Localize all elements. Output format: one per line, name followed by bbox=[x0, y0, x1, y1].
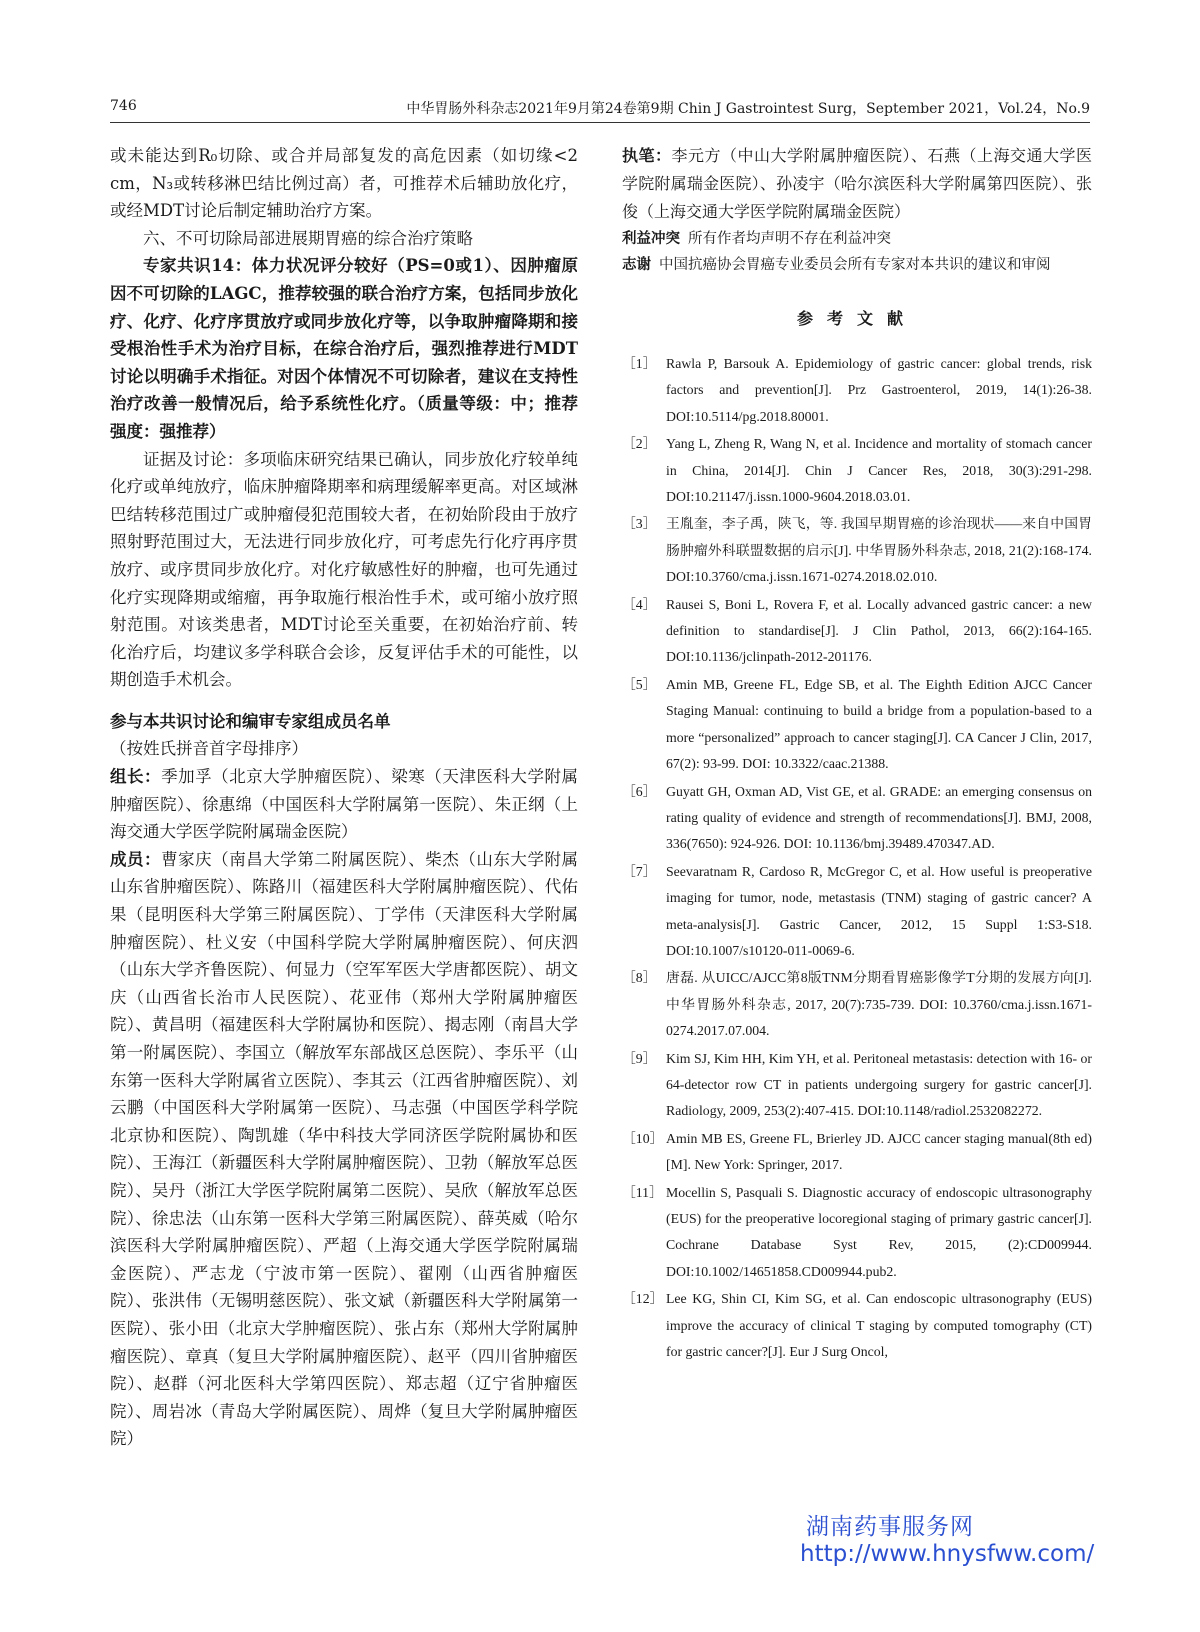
reference-number: ［11］ bbox=[622, 1184, 663, 1200]
watermark-url: http://www.hnysfww.com/ bbox=[800, 1541, 1095, 1567]
reference-number: ［6］ bbox=[622, 783, 657, 799]
reference-item bbox=[622, 431, 1092, 510]
members-sort-note: （按姓氏拼音首字母排序） bbox=[110, 739, 308, 759]
reference-text: Rawla P, Barsouk A. Epidemiology of gastric cancer: global trends, risk factors and prevention[J]. Prz Gastroenterol, 2019, 14(1):26-38. DOI:10.5114/pg.2018.80001. bbox=[666, 356, 1092, 424]
reference-text: Amin MB, Greene FL, Edge SB, et al. The Eighth Edition AJCC Cancer Staging Manual: continuing to build a bridge from a population-based to a more “personalized” approach to cancer staging[J]. CA Cancer J Clin, 2017, 67(2): 93-99. DOI: 10.3322/caac.21388. bbox=[666, 676, 1092, 772]
page-number: 746 bbox=[110, 98, 137, 114]
acknowledgement bbox=[622, 252, 1092, 278]
members-list bbox=[110, 846, 578, 1453]
reference-item bbox=[622, 1046, 1092, 1125]
reference-number: ［8］ bbox=[622, 970, 657, 986]
running-header bbox=[110, 96, 1090, 123]
leaders-label: 组长： bbox=[110, 767, 162, 787]
reference-item bbox=[622, 351, 1092, 430]
conflict-text: 所有作者均声明不存在利益冲突 bbox=[688, 231, 891, 247]
reference-item bbox=[622, 511, 1092, 590]
members-label: 成员： bbox=[110, 849, 162, 869]
reference-text: Amin MB ES, Greene FL, Brierley JD. AJCC cancer staging manual(8th ed)[M]. New York: Springer, 2017. bbox=[666, 1130, 1092, 1173]
members-title: 参与本共识讨论和编审专家组成员名单 bbox=[110, 711, 391, 731]
conflict-label: 利益冲突 bbox=[622, 230, 680, 247]
reference-text: 唐磊. 从UICC/AJCC第8版TNM分期看胃癌影像学T分期的发展方向[J]. 中华胃肠外科杂志, 2017, 20(7):735-739. DOI: 10.3760/cma.j.issn.1671-0274.2017.07.004. bbox=[666, 970, 1092, 1039]
reference-number: ［4］ bbox=[622, 596, 657, 612]
conflict-of-interest bbox=[622, 226, 1092, 252]
consensus-14: 专家共识14：体力状况评分较好（PS=0或1）、因肿瘤原因不可切除的LAGC，推荐较强的联合治疗方案，包括同步放化疗、化疗、化疗序贯放疗或同步放化疗等，以争取肿瘤降期和接受根治性手术为治疗目标，在综合治疗后，强烈推荐进行MDT讨论以明确手术指征。对因个体情况不可切除者，建议在支持性治疗改善一般情况后，给予系统性化疗。（质量等级：中；推荐强度：强推荐） bbox=[110, 256, 578, 441]
journal-info: 中华胃肠外科杂志2021年9月第24卷第9期 Chin J Gastrointest Surg，September 2021，Vol.24，No.9 bbox=[406, 101, 1090, 117]
reference-number: ［5］ bbox=[622, 676, 657, 692]
reference-number: ［1］ bbox=[622, 356, 657, 371]
reference-number: ［3］ bbox=[622, 516, 657, 532]
left-column bbox=[110, 142, 578, 1453]
reference-item bbox=[622, 859, 1092, 965]
reference-text: 王胤奎，李子禹，陕飞，等. 我国早期胃癌的诊治现状——来自中国胃肠肿瘤外科联盟数据的启示[J]. 中华胃肠外科杂志, 2018, 21(2):168-174. DOI:10.3760/cma.j.issn.1671-0274.2018.02.010. bbox=[666, 516, 1092, 585]
writers bbox=[622, 142, 1092, 226]
watermark-site-name: 湖南药事服务网 bbox=[806, 1514, 974, 1540]
thanks-text: 中国抗癌协会胃癌专业委员会所有专家对本共识的建议和审阅 bbox=[659, 257, 1051, 273]
references-title: 参考文献 bbox=[796, 309, 917, 328]
members-text: 曹家庆（南昌大学第二附属医院）、柴杰（山东大学附属山东省肿瘤医院）、陈路川（福建医科大学附属肿瘤医院）、代佑果（昆明医科大学第三附属医院）、丁学伟（天津医科大学附属肿瘤医院）、杜义安（中国科学院大学附属肿瘤医院）、何庆泗（山东大学齐鲁医院）、何显力（空军军医大学唐都医院）、胡文庆（山西省长治市人民医院）、花亚伟（郑州大学附属肿瘤医院）、黄昌明（福建医科大学附属协和医院）、揭志刚（南昌大学第一附属医院）、李国立（解放军东部战区总医院）、李乐平（山东第一医科大学附属省立医院）、李其云（江西省肿瘤医院）、刘云鹏（中国医科大学附属第一医院）、马志强（中国医学科学院北京协和医院）、陶凯雄（华中科技大学同济医学院附属协和医院）、王海江（新疆医科大学附属肿瘤医院）、卫勃（解放军总医院）、吴丹（浙江大学医学院附属第二医院）、吴欣（解放军总医院）、徐忠法（山东第一医科大学第三附属医院）、薛英威（哈尔滨医科大学附属肿瘤医院）、严超（上海交通大学医学院附属瑞金医院）、严志龙（宁波市第一医院）、翟刚（山西省肿瘤医院）、张洪伟（无锡明慈医院）、张文斌（新疆医科大学附属第一医院）、张小田（北京大学肿瘤医院）、张占东（郑州大学附属肿瘤医院）、章真（复旦大学附属肿瘤医院）、赵平（四川省肿瘤医院）、赵群（河北医科大学第四医院）、郑志超（辽宁省肿瘤医院）、周岩冰（青岛大学附属医院）、周烨（复旦大学附属肿瘤医院） bbox=[110, 849, 579, 1449]
leaders-text: 季加孚（北京大学肿瘤医院）、梁寒（天津医科大学附属肿瘤医院）、徐惠绵（中国医科大学附属第一医院）、朱正纲（上海交通大学医学院附属瑞金医院） bbox=[110, 767, 579, 842]
adjuvant-paragraph: 或未能达到R₀切除、或合并局部复发的高危因素（如切缘<2 cm，N₃或转移淋巴结比例过高）者，可推荐术后辅助放化疗，或经MDT讨论后制定辅助治疗方案。 bbox=[110, 146, 578, 221]
evidence-discussion: 证据及讨论：多项临床研究结果已确认，同步放化疗较单纯化疗或单纯放疗，临床肿瘤降期率和病理缓解率更高。对区域淋巴结转移范围过广或肿瘤侵犯范围较大者，在初始阶段由于放疗照射野范围过大，无法进行同步放化疗，可考虑先行化疗再序贯放疗、或序贯同步放化疗。对化疗敏感性好的肿瘤，也可先通过化疗实现降期或缩瘤，再争取施行根治性手术，或可缩小放疗照射范围。对该类患者，MDT讨论至关重要，在初始治疗前、转化治疗后，均建议多学科联合会诊，反复评估手术的可能性，以期创造手术机会。 bbox=[110, 449, 578, 690]
reference-item bbox=[622, 592, 1092, 671]
reference-item bbox=[622, 1180, 1092, 1286]
reference-text: Kim SJ, Kim HH, Kim YH, et al. Peritoneal metastasis: detection with 16- or 64-detector row CT in patients undergoing surgery for gastric cancer[J]. Radiology, 2009, 253(2):407-415. DOI:10.1148/radiol.2532082272. bbox=[666, 1050, 1092, 1119]
reference-number: ［10］ bbox=[622, 1130, 664, 1146]
reference-list bbox=[622, 351, 1092, 1365]
reference-text: Mocellin S, Pasquali S. Diagnostic accuracy of endoscopic ultrasonography (EUS) for the preoperative locoregional staging of primary gastric cancer[J]. Cochrane Database Syst Rev, 2015, (2):CD009944. DOI:10.1002/14651858.CD009944.pub2. bbox=[666, 1184, 1092, 1279]
thanks-label: 志谢 bbox=[622, 256, 651, 273]
section-heading-6: 六、不可切除局部进展期胃癌的综合治疗策略 bbox=[143, 228, 473, 248]
reference-text: Seevaratnam R, Cardoso R, McGregor C, et al. How useful is preoperative imaging for tumor, node, metastasis (TNM) staging of gastric cancer? A meta-analysis[J]. Gastric Cancer, 2012, 15 Suppl 1:S3-S18. DOI:10.1007/s10120-011-0069-6. bbox=[666, 863, 1092, 958]
reference-item bbox=[622, 779, 1092, 858]
reference-text: Yang L, Zheng R, Wang N, et al. Incidence and mortality of stomach cancer in China, 2014[J]. Chin J Cancer Res, 2018, 30(3):291-298. DOI:10.21147/j.issn.1000-9604.2018.03.01. bbox=[666, 436, 1092, 505]
right-column bbox=[622, 142, 1092, 1366]
reference-item bbox=[622, 672, 1092, 778]
reference-number: ［9］ bbox=[622, 1050, 657, 1066]
reference-number: ［12］ bbox=[622, 1291, 664, 1307]
reference-item bbox=[622, 1286, 1092, 1365]
writers-label: 执笔： bbox=[622, 146, 672, 165]
leaders-list bbox=[110, 763, 578, 846]
reference-text: Rausei S, Boni L, Rovera F, et al. Locally advanced gastric cancer: a new definition to standardise[J]. J Clin Pathol, 2013, 66(2):164-165. DOI:10.1136/jclinpath-2012-201176. bbox=[666, 596, 1092, 665]
reference-item bbox=[622, 965, 1092, 1044]
reference-text: Lee KG, Shin CI, Kim SG, et al. Can endoscopic ultrasonography (EUS) improve the accuracy of clinical T staging by computed tomography (CT) for gastric cancer?[J]. Eur J Surg Oncol, bbox=[666, 1291, 1092, 1360]
writers-text: 李元方（中山大学附属肿瘤医院）、石燕（上海交通大学医学院附属瑞金医院）、孙凌宇（哈尔滨医科大学附属第四医院）、张俊（上海交通大学医学院附属瑞金医院） bbox=[622, 146, 1092, 221]
reference-number: ［7］ bbox=[622, 863, 657, 879]
site-watermark bbox=[800, 1508, 1100, 1567]
reference-number: ［2］ bbox=[622, 436, 657, 452]
reference-text: Guyatt GH, Oxman AD, Vist GE, et al. GRADE: an emerging consensus on rating quality of evidence and strength of recommendations[J]. BMJ, 2008, 336(7650): 924-926. DOI: 10.1136/bmj.39489.470347.AD. bbox=[666, 783, 1092, 852]
reference-item bbox=[622, 1126, 1092, 1179]
